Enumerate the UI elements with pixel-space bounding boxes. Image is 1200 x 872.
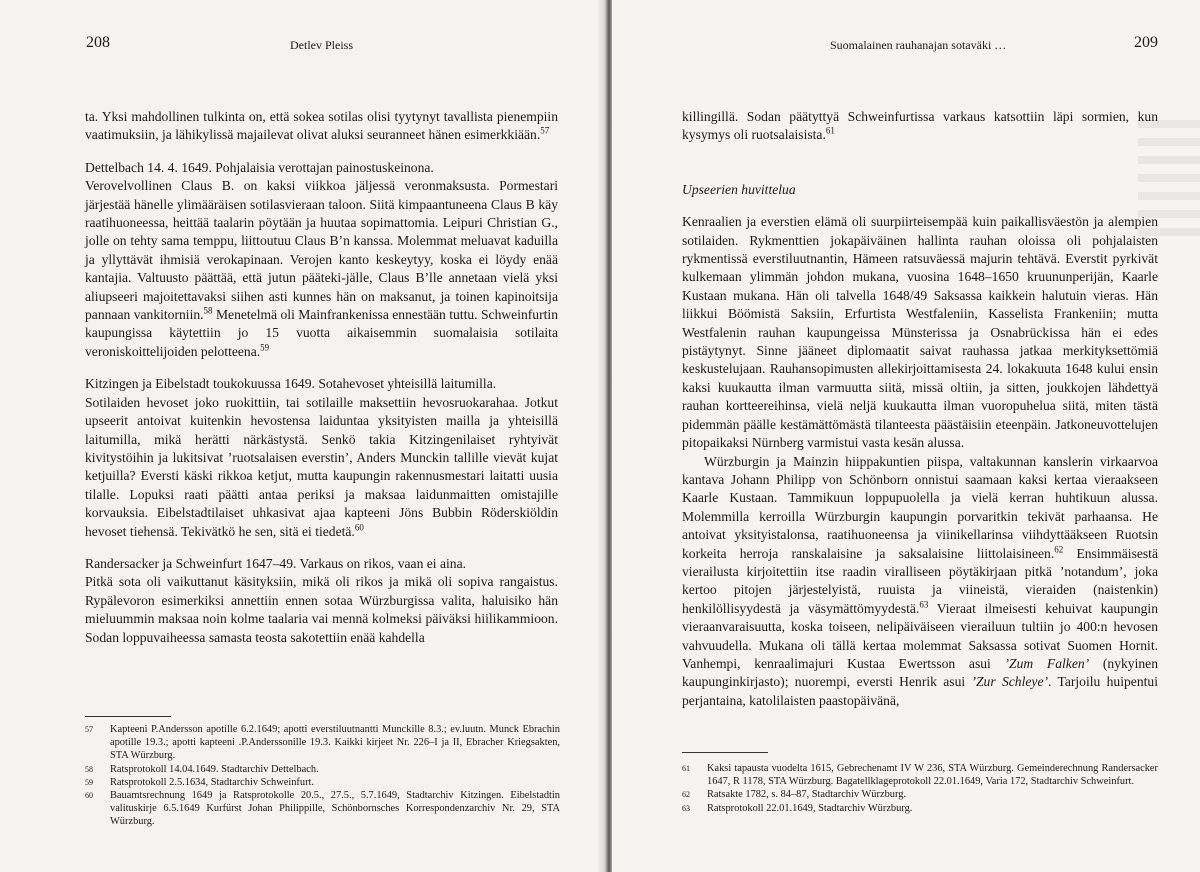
page-number: 209 [1134, 34, 1158, 51]
footnote: 62 Ratsakte 1782, s. 84–87, Stadtarchiv Würzburg. [682, 789, 907, 801]
right-page [612, 0, 1200, 872]
footnote-ref: 62 [1054, 544, 1064, 554]
footnote-ref: 59 [260, 342, 270, 353]
footnote-ref: 60 [354, 522, 364, 532]
footnote-ref: 58 [203, 305, 213, 316]
footnote: 63 Ratsprotokoll 22.01.1649, Stadtarchiv Würzburg. [682, 802, 913, 814]
footnotes [85, 723, 560, 829]
entry-heading: Kitzingen ja Eibelstadt toukokuussa 1649. Sotahevoset yhteisillä laitumilla. [85, 376, 497, 392]
footnote-ref: 63 [919, 599, 929, 610]
running-head: Detlev Pleiss [290, 38, 353, 52]
body-text [682, 108, 1158, 710]
italic-name: ’Zur Schleye’ [971, 674, 1048, 690]
footnote: 57 Kapteeni P.Andersson apotille 6.2.1649; apotti everstiluutnantti Munckille 8.3.; ev.luutn. Munck Ebrachin apotille 19.3.; apotti kapteeni .P.Anderssonille 19.3. Kaikki kirjeet Nr. 226–I ja II, Ebracher Kriegsakten, STA Würzburg. [85, 724, 560, 762]
paragraph: Verovelvollinen Claus B. on kaksi viikkoa jäljessä veronmaksusta. Pormestari järjestää hänelle ylimääräisen sotilasvieraan taloon. Siitä kimpaantuneena Claus B käy raatihuoneessa, heittää taalarin pöytään ja huutaa sopimattomia. Leipuri Christian G., jolle on tehty sama temppu, liittoutuu Claus B’n kanssa. Molemmat meluavat kaduilla ja yllyttävät ihmisiä verokapinaan. Verojen kanto keskeytyy, koska ei löydy enää kantajia. Valtuusto päättää, että jutun pääteki-jälle, Claus B’lle annetaan vielä yksi aliupseeri majoitettavaksi siihen asti kunnes hän on maksanut, ja toinen kapinoitsija pannaan vankitorniin.$^{58}$ Menetelmä oli Mainfrankenissa ennestään tuttu. Schweinfurtin kaupungissa käytettiin jo 15 vuotta aikaisemmin suomalaisia sotilaita veroniskoittelijoiden pelotteena.$^{59}$ [85, 178, 558, 359]
body-text [85, 108, 558, 647]
entry-heading: Randersacker ja Schweinfurt 1647–49. Varkaus on rikos, vaan ei aina. [85, 555, 467, 571]
entry-heading: Dettelbach 14. 4. 1649. Pohjalaisia verottajan painostuskeinona. [85, 159, 434, 175]
footnote-divider [682, 752, 768, 753]
footnote: 61 Kaksi tapausta vuodelta 1615, Gebrechenamt IV W 236, STA Würzburg. Gemeinderechnung Randersacker 1647, R 1178, STA Würzburg. Bagatellklageprotokoll 22.01.1649, Varia 172, Stadtarchiv Schweinfurt. [682, 763, 1158, 788]
paragraph: killingillä. Sodan päätyttyä Schweinfurtissa varkaus katsottiin läpi sormien, kun kysymys oli ruotsalaisista.$^{61}$ [682, 109, 1158, 143]
footnote: 58 Ratsprotokoll 14.04.1649. Stadtarchiv Dettelbach. [85, 763, 319, 775]
footnote: 60 Bauamtsrechnung 1649 ja Ratsprotokolle 20.5., 27.5., 5.7.1649, Stadtarchiv Kitzingen. Eibelstadtin valituskirje 6.5.1649 Kurfürst Johan Philippille, Schönbornsches Korrespondenzarchiv Nr. 29, STA Würzburg. [85, 790, 560, 828]
running-head: Suomalainen rauhanajan sotaväki … [830, 38, 1007, 52]
italic-name: ’Zum Falken’ [1004, 655, 1090, 671]
paragraph: Würzburgin ja Mainzin hiippakuntien piispa, valtakunnan kanslerin virkaarvoa kantava Johann Philipp von Schönborn onnistui saamaan kaksi kertaa vieraakseen Kaarle Kustaan. Tammikuun loppupuolella ja vielä kerran huhtikuun alussa. Molemmilla kerroilla Würzburgin kaupungin porvaritkin tekivät parhaansa. He antoivat yksityistalonsa, raatihuoneensa ja viinikellarinsa viihdyttääkseen Ruotsin korkeita herroja ranskalaisine ja saksalaisine liittolaisineen.$^{62}$ Ensimmäisestä vierailusta kirjoitettiin itse raadin viralliseen pöytäkirjaan pitkä ’notandum’, joka kertoo pitojen järjestelyistä, ruuista ja viineistä, vieraiden (naistenkin) henkilöllisyydestä ja väsymättömyydestä.$^{63}$ Vieraat ilmeisesti kehuivat kaupungin vieraanvaraisuutta, koska toiseen, nelipäiväiseen vierailuun tultiin jo 400:n hevosen vahvuudella. Mukana oli tällä kertaa molemmat Saksassa sotivat Suomen Hornit. Vanhempi, kenraalimajuri Kustaa Ewertsson asui ’Zum Falken’ (nykyinen kaupunginkirjasto); nuorempi, eversti Henrik asui ’Zur Schleye’. Tarjoilu huipentui perjantaina, katolilaisten paastopäivänä, [682, 453, 1158, 708]
footnote-divider [85, 716, 171, 717]
paragraph: Sotilaiden hevoset joko ruokittiin, tai sotilaille maksettiin hevosruokarahaa. Jotkut upseerit antoivat kuitenkin hevostensa laiduntaa yksityisten mailla ja yhteisillä laitumilla, mikä herätti närkästystä. Senkö takia Kitzingenilaiset ryhtyivät kivitystöihin ja lukitsivat ’ruotsalaisen everstin’, Anders Munckin tallille vievät kujat ketjuilla? Eversti käski rikkoa ketjut, mutta kaupungin rakennusmestari laitatti uusia tilalle. Lopuksi raati päätti antaa periksi ja maksaa laidunmaitten omistajille korvauksia. Eibelstadtilaiset uhkasivat ajaa kapteeni Jöns Bubbin Röderskiöldin hevoset tiehensä. Tekivätkö he sen, sitä ei tiedetä.$^{60}$ [85, 394, 558, 539]
footnotes [682, 762, 1158, 815]
footnote-ref: 57 [540, 125, 550, 136]
paragraph: ta. Yksi mahdollinen tulkinta on, että sokea sotilas olisi tyytynyt tavallista pienempiin vaatimuksiin, ja lähikylissä majailevat olivat aluksi seuranneet hänen esimerkkiään.$^{57}$ [85, 109, 558, 143]
footnote-ref: 61 [825, 125, 835, 136]
page-number: 208 [86, 34, 110, 51]
section-heading: Upseerien huvittelua [682, 181, 796, 197]
paragraph: Kenraalien ja everstien elämä oli suurpiirteisempää kuin paikallisväestön ja alempien sotilaiden. Rykmenttien jokapäiväinen hallinta rauhan oloissa oli pohjalaisten rykmentissä everstiluutnantin, Hämeen ratsuväessä majurin tehtävä. Everstit pyrkivät kulkemaan ylimmän johdon mukana, vuosina 1648–1650 kruununperijän, Kaarle Kustaan mukana. Hän oli talvella 1648/49 Saksassa kaikkein halutuin vieras. Hän liikkui Böömistä Saksiin, Erfurtista Westfaleniin, Kasselista Frankeniin; mutta Westfalenin rauhan kaupungeissa Münsterissa ja Osnabrückissa hän ei edes pistäytynyt. Sinne jääneet diplomaatit saivat rauhassa jatkaa merkityksettömiä keskustelujaan. Rauhansopimusten allekirjoittamisesta 24. lokakuuta 1648 kului ensin kaksi kuukautta ilman varmuutta siitä, missä oltiin, ja sitten, joukkojen lähdettyä rauhan kortteereihinsa, vielä neljä kuukautta ilman vuoropuhelua siitä, miten tästä pidemmän päälle kestämättömästä tilanteesta päästäisiin eteenpäin. Jatkoneuvottelujen pitopaikaksi Nürnberg varmistui vasta kesän alussa. [682, 214, 1158, 451]
paragraph: Pitkä sota oli vaikuttanut käsityksiin, mikä oli rikos ja mikä oli sopiva rangaistus. Rypälevoron esimerkiksi annettiin ennen sotaa Würzburgissa valita, haluisiko hän mieluummin maksaa noin kolme taalaria vai mennä kolmeksi päiväksi hiilikammioon. Sodan loppuvaiheessa samasta teosta sakotettiin enää kahdella [85, 574, 558, 645]
footnote: 59 Ratsprotokoll 2.5.1634, Stadtarchiv Schweinfurt. [85, 776, 315, 788]
